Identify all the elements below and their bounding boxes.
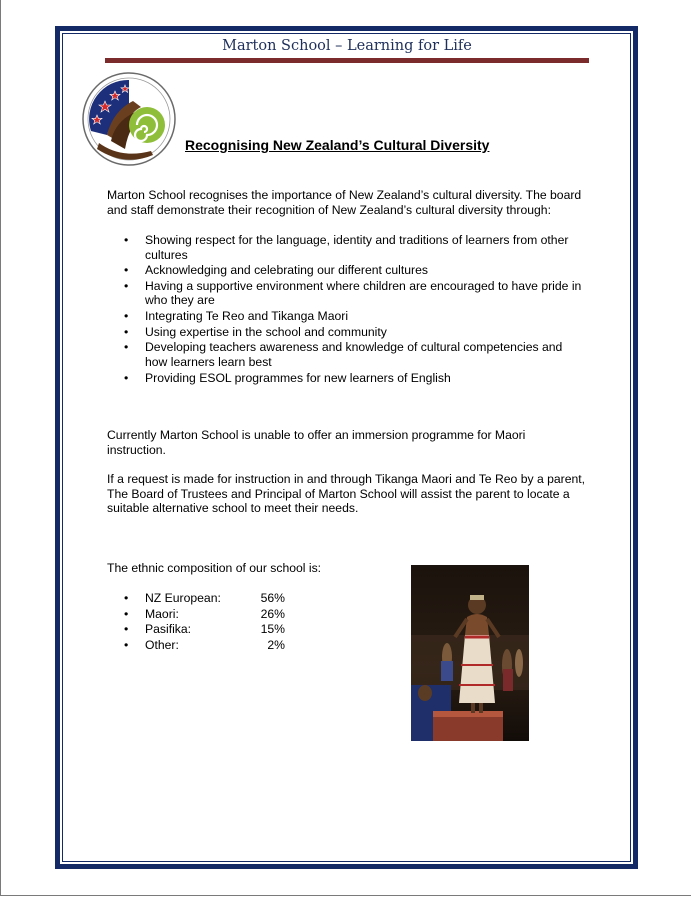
list-item: • Integrating Te Reo and Tikanga Maori: [107, 309, 587, 324]
list-item: [107, 638, 327, 654]
list-item: [107, 607, 327, 623]
list-item: • Using expertise in the school and community: [107, 325, 587, 340]
list-item: • Providing ESOL programmes for new learners of English: [107, 371, 587, 386]
list-item: [107, 591, 327, 607]
ethnic-percent: 56%: [260, 591, 285, 605]
cultural-performance-photo: [411, 565, 529, 741]
ethnic-composition-list: [107, 591, 327, 653]
ethnic-label: Pasifika:: [145, 622, 192, 636]
list-item: • Showing respect for the language, identity and traditions of learners from other cultures: [107, 233, 587, 262]
list-item: • Having a supportive environment where children are encouraged to have pride in who they are: [107, 279, 587, 308]
school-logo-icon: [81, 71, 177, 167]
list-item: • Developing teachers awareness and knowledge of cultural competencies and how learners learn best: [107, 340, 587, 369]
list-item: [107, 622, 327, 638]
ethnic-percent: 26%: [260, 606, 285, 621]
ethnic-label: Maori:: [145, 606, 179, 621]
ethnic-percent: 2%: [267, 637, 285, 652]
diversity-bullet-list: [107, 233, 587, 386]
ethnic-label: Other:: [145, 637, 179, 652]
immersion-paragraph: Currently Marton School is unable to offer an immersion programme for Maori instruction.: [107, 428, 526, 457]
ethnic-percent: 15%: [260, 622, 285, 636]
section-title: Recognising New Zealand’s Cultural Diversity: [185, 137, 490, 153]
intro-paragraph: Marton School recognises the importance of New Zealand’s cultural diversity. The board and staff demonstrate their recognition of New Zealand’s cultural diversity through:: [107, 188, 582, 217]
request-paragraph: If a request is made for instruction in and through Tikanga Maori and Te Reo by a parent, The Board of Trustees and Principal of Marton School will assist the parent to locate a suitable alternative school to meet their needs.: [107, 472, 586, 515]
list-item: • Acknowledging and celebrating our different cultures: [107, 263, 587, 278]
ethnic-intro: The ethnic composition of our school is:: [107, 561, 322, 575]
header-rule: [105, 58, 589, 63]
document-header-title: Marton School – Learning for Life: [222, 38, 472, 54]
ethnic-label: NZ European:: [145, 591, 221, 605]
